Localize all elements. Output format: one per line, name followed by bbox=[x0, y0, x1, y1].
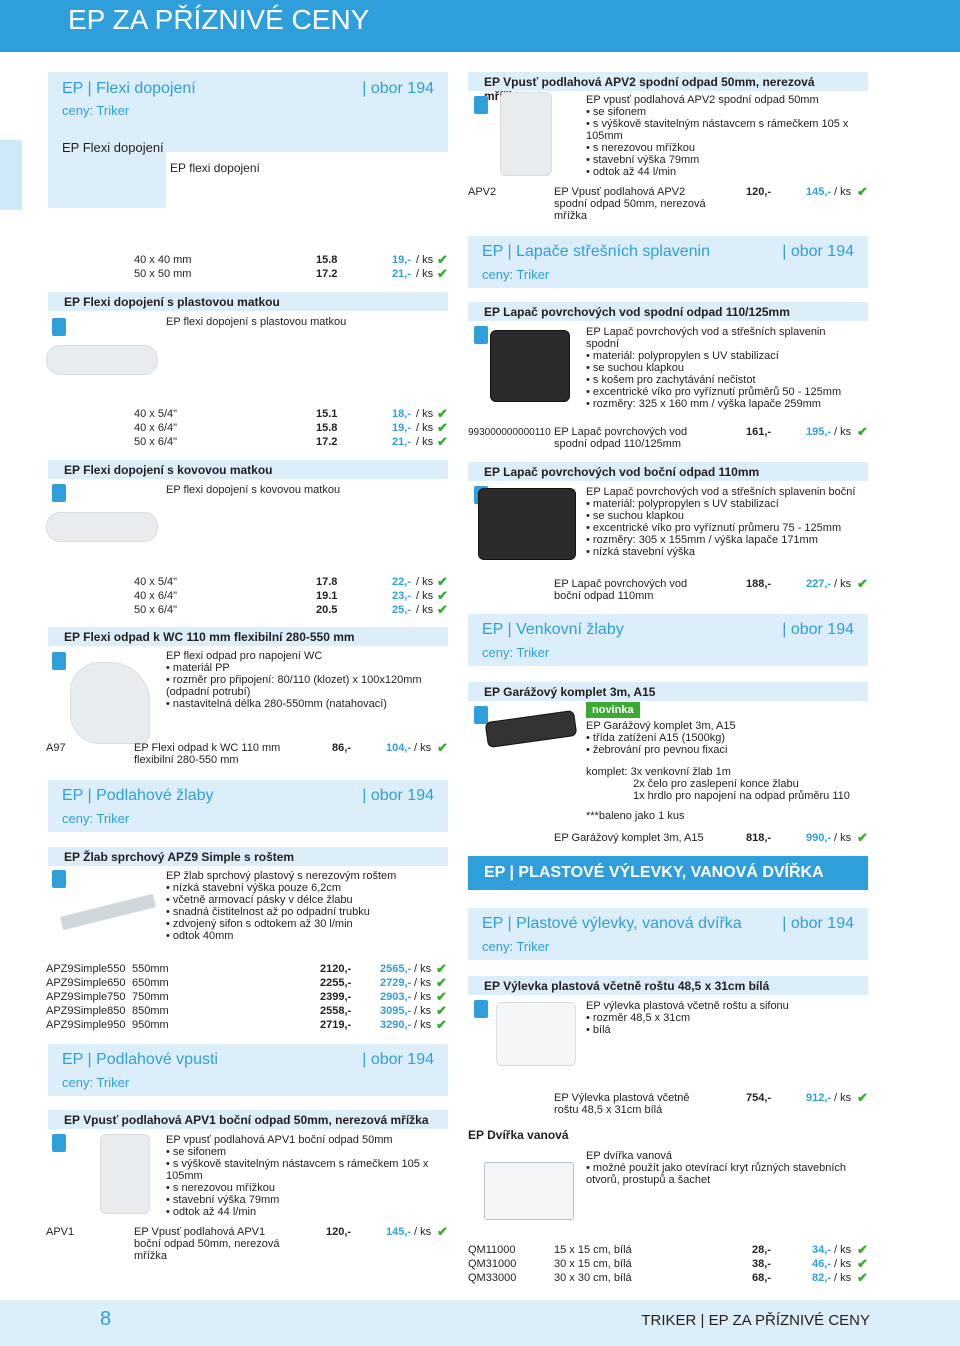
section-heading: EP Lapač povrchových vod spodní odpad 110/125mm bbox=[468, 302, 868, 322]
row-price-vat: 104,- bbox=[386, 742, 412, 754]
product-desc: EP Lapač povrchových vod a střešních splavenin spodní • materiál: polypropylen s UV stabilizací • se suchou klapkou • s košem pro zachytávání nečistot • excentrické víko pro vyříznutí průměrů 50 - 125mm • rozměry: 325 x 160 mm / výška lapače 259mm bbox=[586, 326, 842, 410]
row-price: 15.8 bbox=[316, 254, 338, 266]
row-price-vat: 19,- bbox=[392, 422, 411, 434]
row-price-vat: 21,- bbox=[392, 268, 411, 280]
banner-ceny: ceny: Triker bbox=[482, 939, 550, 954]
flexi-head-box bbox=[48, 124, 448, 208]
row-price: 120,- bbox=[746, 186, 772, 198]
section-heading: EP Dvířka vanová bbox=[468, 1128, 569, 1142]
check-icon: ✔ bbox=[437, 602, 448, 617]
row-price: 754,- bbox=[746, 1092, 772, 1104]
row-unit: / ks bbox=[416, 254, 434, 266]
product-desc: EP vpusť podlahová APV1 boční odpad 50mm • se sifonem • s výškově stavitelným nástavcem s rámečkem 105 x 105mm • s nerezovou mřížkou • stavební výška 79mm • odtok až 44 l/min bbox=[166, 1134, 429, 1218]
brand-logo-icon bbox=[52, 870, 66, 888]
row-price: 120,- bbox=[326, 1226, 352, 1238]
product-name: flexibilní 280-550 mm bbox=[134, 754, 239, 766]
page-number: 8 bbox=[100, 1308, 112, 1330]
row-price-vat: 25,- bbox=[392, 604, 411, 616]
check-icon: ✔ bbox=[436, 975, 447, 990]
product-desc: EP flexi odpad pro napojení WC • materiál PP • rozměr pro připojení: 80/110 (klozet) x 100x120mm (odpadní potrubí) • nastavitelná délka 280-550mm (natahovací) bbox=[166, 650, 422, 710]
section-heading: EP Vpusť podlahová APV1 boční odpad 50mm, nerezová mřížka bbox=[48, 1110, 448, 1130]
section-heading: EP Žlab sprchový APZ9 Simple s roštem bbox=[48, 847, 448, 867]
row-size: 40 x 6/4" bbox=[134, 590, 178, 602]
packaging-note: ***baleno jako 1 kus bbox=[586, 810, 685, 822]
row-price: 818,- bbox=[746, 832, 772, 844]
product-name: EP Flexi odpad k WC 110 mm bbox=[134, 742, 281, 754]
row-size: 40 x 40 mm bbox=[134, 254, 192, 266]
product-desc: EP Lapač povrchových vod a střešních splavenin boční • materiál: polypropylen s UV stabilizací • se suchou klapkou • excentrické víko pro vyříznutí průmeru 75 - 125mm • rozměry: 305 x 155mm / výška lapače 171mm • nízká stavební výška bbox=[586, 486, 856, 558]
row-price-vat: 227,- bbox=[806, 578, 832, 590]
product-name: EP Lapač povrchových vod spodní odpad 110/125mm bbox=[554, 426, 688, 450]
row-price-vat: 23,- bbox=[392, 590, 411, 602]
row-unit: / ks bbox=[416, 604, 434, 616]
row-size: 50 x 6/4" bbox=[134, 436, 178, 448]
row-price-vat: 19,- bbox=[392, 254, 411, 266]
banner-obor: | obor 194 bbox=[782, 915, 854, 932]
section-heading: EP Vpusť podlahová APV2 spodní odpad 50mm, nerezová bbox=[468, 72, 868, 92]
check-icon: ✔ bbox=[857, 1270, 868, 1285]
product-desc: EP vpusť podlahová APV2 spodní odpad 50mm • se sifonem • s výškově stavitelným nástavcem s rámečkem 105 x 105mm • s nerezovou mřížkou • stavební výška 79mm • odtok až 44 l/min bbox=[586, 94, 849, 178]
page-footer bbox=[0, 1300, 960, 1346]
row-unit: / ks bbox=[416, 268, 434, 280]
banner-title: EP | Podlahové vpusti bbox=[62, 1051, 218, 1068]
check-icon: ✔ bbox=[437, 1224, 448, 1239]
row-price-vat: 145,- bbox=[806, 186, 832, 198]
category-bar: EP | PLASTOVÉ VÝLEVKY, VANOVÁ DVÍŘKA bbox=[468, 856, 868, 890]
row-price: 17.2 bbox=[316, 268, 338, 280]
banner-obor: | obor 194 bbox=[362, 1051, 434, 1068]
row-price: 15.8 bbox=[316, 422, 338, 434]
row-unit: / ks bbox=[834, 186, 852, 198]
footer-brand: TRIKER | EP ZA PŘÍZNIVÉ CENY bbox=[641, 1312, 870, 1329]
banner-ceny: ceny: Triker bbox=[482, 267, 550, 282]
row-unit: / ks bbox=[416, 408, 434, 420]
check-icon: ✔ bbox=[437, 588, 448, 603]
lapace-banner bbox=[468, 236, 868, 288]
banner-title: EP | Plastové výlevky, vanová dvířka bbox=[482, 915, 742, 932]
product-name: EP Vpusť podlahová APV2 spodní odpad 50mm, nerezová mřížka bbox=[554, 186, 706, 222]
banner-title: EP | Lapače střešních splavenin bbox=[482, 243, 710, 260]
product-image bbox=[100, 1134, 150, 1214]
row-unit: / ks bbox=[416, 590, 434, 602]
row-unit: / ks bbox=[416, 436, 434, 448]
section-heading: EP Flexi dopojení bbox=[62, 140, 164, 155]
brand-logo-icon bbox=[52, 1134, 66, 1152]
check-icon: ✔ bbox=[437, 266, 448, 281]
product-image bbox=[485, 710, 578, 748]
check-icon: ✔ bbox=[437, 434, 448, 449]
check-icon: ✔ bbox=[857, 184, 868, 199]
product-code: 993000000000110 bbox=[468, 427, 551, 438]
banner-title: EP | Podlahové žlaby bbox=[62, 787, 214, 804]
product-code: APV2 bbox=[468, 186, 497, 198]
vpusti-banner bbox=[48, 1044, 448, 1096]
section-heading: EP Garážový komplet 3m, A15 bbox=[468, 682, 868, 702]
product-image bbox=[70, 662, 150, 744]
section-heading: EP Flexi odpad k WC 110 mm flexibilní 280-550 mm bbox=[48, 627, 448, 647]
row-size: 40 x 5/4" bbox=[134, 576, 178, 588]
row-unit: / ks bbox=[834, 832, 852, 844]
row-price: 86,- bbox=[332, 742, 351, 754]
brand-logo-icon bbox=[474, 1000, 488, 1018]
product-desc: EP dvířka vanová • možné použít jako otevírací kryt různých stavebních otvorů, prostupů a šachet bbox=[586, 1150, 847, 1186]
row-price-vat: 22,- bbox=[392, 576, 411, 588]
row-price-vat: 195,- bbox=[806, 426, 832, 438]
check-icon: ✔ bbox=[437, 420, 448, 435]
banner-ceny: ceny: Triker bbox=[62, 103, 130, 118]
banner-title: EP | Flexi dopojení bbox=[62, 80, 196, 97]
check-icon: ✔ bbox=[437, 406, 448, 421]
row-size: 40 x 5/4" bbox=[134, 408, 178, 420]
banner-ceny: ceny: Triker bbox=[62, 811, 130, 826]
row-price: 15.1 bbox=[316, 408, 338, 420]
banner-obor: | obor 194 bbox=[782, 243, 854, 260]
product-name: EP Garážový komplet 3m, A15 bbox=[554, 832, 704, 844]
product-desc: EP flexi dopojení s kovovou matkou bbox=[166, 484, 341, 496]
row-price-vat: 912,- bbox=[806, 1092, 832, 1104]
banner-ceny: ceny: Triker bbox=[482, 645, 550, 660]
row-unit: / ks bbox=[414, 742, 432, 754]
row-price: 17.8 bbox=[316, 576, 338, 588]
row-price-vat: 18,- bbox=[392, 408, 411, 420]
product-desc: EP flexi dopojení s plastovou matkou bbox=[166, 316, 347, 328]
product-image bbox=[500, 92, 552, 176]
side-tab bbox=[0, 140, 22, 210]
row-price-vat: 21,- bbox=[392, 436, 411, 448]
row-price-vat: 990,- bbox=[806, 832, 832, 844]
brand-logo-icon bbox=[474, 706, 488, 724]
plastove-banner bbox=[468, 908, 868, 960]
check-icon: ✔ bbox=[437, 574, 448, 589]
product-image bbox=[484, 1162, 574, 1220]
product-name: EP Výlevka plastová včetně roštu 48,5 x 31cm bílá bbox=[554, 1092, 690, 1116]
row-unit: / ks bbox=[834, 578, 852, 590]
brand-logo-icon bbox=[52, 318, 66, 336]
zlaby-banner bbox=[48, 780, 448, 832]
banner-obor: | obor 194 bbox=[362, 80, 434, 97]
row-price: 17.2 bbox=[316, 436, 338, 448]
product-desc: EP výlevka plastová včetně roštu a sifonu • rozměr 48,5 x 31cm • bílá bbox=[586, 1000, 789, 1036]
banner-obor: | obor 194 bbox=[782, 621, 854, 638]
banner-obor: | obor 194 bbox=[362, 787, 434, 804]
product-desc: EP žlab sprchový plastový s nerezovým roštem • nízká stavební výška pouze 6,2cm • včetně armovací pásky v délce žlabu • snadná čistitelnost až po odpadní trubku • zdvojený sifon s odtokem až 30 l/min • odtok 40mm bbox=[166, 870, 397, 942]
check-icon: ✔ bbox=[857, 830, 868, 845]
product-name: EP Vpusť podlahová APV1 boční odpad 50mm, nerezová mřížka bbox=[134, 1226, 280, 1262]
row-unit: / ks bbox=[416, 576, 434, 588]
section-heading: EP Lapač povrchových vod boční odpad 110mm bbox=[468, 462, 868, 482]
check-icon: ✔ bbox=[436, 989, 447, 1004]
check-icon: ✔ bbox=[437, 252, 448, 267]
row-price: 20.5 bbox=[316, 604, 338, 616]
section-heading: EP Flexi dopojení s kovovou matkou bbox=[48, 460, 448, 480]
banner-ceny: ceny: Triker bbox=[62, 1075, 130, 1090]
check-icon: ✔ bbox=[857, 576, 868, 591]
section-heading: EP Výlevka plastová včetně roštu 48,5 x 31cm bílá bbox=[468, 976, 868, 996]
row-size: 50 x 6/4" bbox=[134, 604, 178, 616]
check-icon: ✔ bbox=[857, 1090, 868, 1105]
product-image bbox=[496, 1002, 576, 1066]
product-image bbox=[46, 345, 158, 375]
row-unit: / ks bbox=[834, 1092, 852, 1104]
product-name: EP Lapač povrchových vod boční odpad 110mm bbox=[554, 578, 688, 602]
product-image bbox=[46, 512, 158, 542]
product-desc: EP Garážový komplet 3m, A15 • třída zatížení A15 (1500kg) • žebrování pro pevnou fixaci bbox=[586, 720, 736, 756]
venkovni-banner bbox=[468, 614, 868, 666]
row-unit: / ks bbox=[416, 422, 434, 434]
check-icon: ✔ bbox=[436, 961, 447, 976]
row-price: 19.1 bbox=[316, 590, 338, 602]
flexi-banner bbox=[48, 72, 448, 124]
check-icon: ✔ bbox=[437, 740, 448, 755]
section-heading: EP Flexi dopojení s plastovou matkou bbox=[48, 292, 448, 312]
page-title: EP ZA PŘÍZNIVÉ CENY bbox=[68, 4, 370, 35]
check-icon: ✔ bbox=[857, 1256, 868, 1271]
row-price-vat: 145,- bbox=[386, 1226, 412, 1238]
product-image bbox=[490, 330, 570, 402]
brand-logo-icon bbox=[474, 326, 488, 344]
row-size: 50 x 50 mm bbox=[134, 268, 192, 280]
product-desc: EP flexi dopojení bbox=[170, 161, 260, 175]
check-icon: ✔ bbox=[857, 1242, 868, 1257]
new-badge: novinka bbox=[586, 702, 640, 718]
product-code: APV1 bbox=[46, 1226, 75, 1238]
check-icon: ✔ bbox=[857, 424, 868, 439]
row-unit: / ks bbox=[834, 426, 852, 438]
row-size: 40 x 6/4" bbox=[134, 422, 178, 434]
product-image bbox=[60, 894, 157, 931]
komplet-desc: komplet: 3x venkovní žlab 1m 2x čelo pro zaslepení konce žlabu 1x hrdlo pro napojení na odpad průměru 110 bbox=[586, 766, 850, 802]
brand-logo-icon bbox=[52, 484, 66, 502]
row-price: 161,- bbox=[746, 426, 772, 438]
brand-logo-icon bbox=[52, 652, 66, 670]
row-price: 188,- bbox=[746, 578, 772, 590]
check-icon: ✔ bbox=[436, 1003, 447, 1018]
product-code: A97 bbox=[46, 742, 66, 754]
brand-logo-icon bbox=[474, 96, 488, 114]
row-unit: / ks bbox=[414, 1226, 432, 1238]
product-image bbox=[478, 488, 576, 560]
check-icon: ✔ bbox=[436, 1017, 447, 1032]
banner-title: EP | Venkovní žlaby bbox=[482, 621, 624, 638]
page-header bbox=[0, 0, 960, 52]
